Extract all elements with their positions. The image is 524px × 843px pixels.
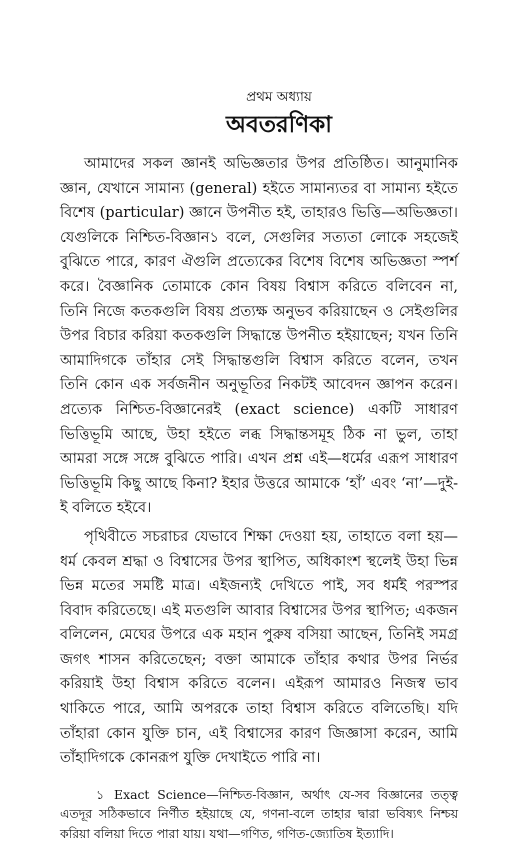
paragraph: আমাদের সকল জ্ঞানই অভিজ্ঞতার উপর প্রতিষ্ঠিত। আনুমানিক জ্ঞান, যেখানে সামান্য (general) হইতে সামান্যতর বা সামান্য হইতে বিশেষ (particular) জ্ঞানে উপনীত হই, তাহারও ভিত্তি—অভিজ্ঞতা। যেগুলিকে নিশ্চিত-বিজ্ঞান১ বলে, সেগুলির সত্যতা লোকে সহজেই বুঝিতে পারে, কারণ ঐগুলি প্রত্যেকের বিশেষ বিশেষ অভিজ্ঞতা স্পর্শ করে। বৈজ্ঞানিক তোমাকে কোন বিষয় বিশ্বাস করিতে বলিবেন না, তিনি নিজে কতকগুলি বিষয় প্রত্যক্ষ অনুভব করিয়াছেন ও সেইগুলির উপর বিচার করিয়া কতকগুলি সিদ্ধান্তে উপনীত হইয়াছেন; যখন তিনি আমাদিগকে তাঁহার সেই সিদ্ধান্তগুলি বিশ্বাস করিতে বলেন, তখন তিনি কোন এক সর্বজনীন অনুভূতির নিকটই আবেদন জ্ঞাপন করেন। প্রত্যেক নিশ্চিত-বিজ্ঞানেরই (exact science) একটি সাধারণ ভিত্তিভূমি আছে, উহা হইতে লব্ধ সিদ্ধান্তসমূহ ঠিক না ভুল, তাহা আমরা সঙ্গে সঙ্গে বুঝিতে পারি। এখন প্রশ্ন এই—ধর্মের এরূপ সাধারণ ভিত্তিভূমি কিছু আছে কিনা? ইহার উত্তরে আমাকে ‘হাঁ’ এবং ‘না’—দুই-ই বলিতে হইবে। (60, 155, 458, 517)
body-text (60, 152, 458, 771)
footnote-mark: ১ (96, 786, 105, 802)
footnote (60, 785, 458, 843)
chapter-title: অবতরণিকা (226, 111, 332, 138)
paragraph: পৃথিবীতে সচরাচর যেভাবে শিক্ষা দেওয়া হয়, তাহাতে বলা হয়—ধর্ম কেবল শ্রদ্ধা ও বিশ্বাসের উপর স্থাপিত, অধিকাংশ স্থলেই উহা ভিন্ন ভিন্ন মতের সমষ্টি মাত্র। এইজন্যই দেখিতে পাই, সব ধর্মই পরস্পর বিবাদ করিতেছে। এই মতগুলি আবার বিশ্বাসের উপর স্থাপিত; একজন বলিলেন, মেঘের উপরে এক মহান পুরুষ বসিয়া আছেন, তিনিই সমগ্র জগৎ শাসন করিতেছেন; বক্তা আমাকে তাঁহার কথার উপর নির্ভর করিয়াই উহা বিশ্বাস করিতে বলেন। এইরূপ আমারও নিজস্ব ভাব থাকিতে পারে, আমি অপরকে তাহা বিশ্বাস করিতে বলিতেছি। যদি তাঁহারা কোন যুক্তি চান, এই বিশ্বাসের কারণ জিজ্ঞাসা করেন, আমি তাঁহাদিগকে কোনরূপ যুক্তি দেখাইতে পারি না। (60, 527, 458, 767)
footnote-text: Exact Science—নিশ্চিত-বিজ্ঞান, অর্থাৎ যে-সব বিজ্ঞানের তত্ত্ব এতদূর সঠিকভাবে নির্ণীত হইয়াছে যে, গণনা-বলে তাহার দ্বারা ভবিষ্যৎ নিশ্চয় করিয়া বলিয়া দিতে পারা যায়। যথা—গণিত, গণিত-জ্যোতিষ ইত্যাদি। (60, 786, 458, 841)
chapter-label: প্রথম অধ্যায় (246, 89, 312, 105)
